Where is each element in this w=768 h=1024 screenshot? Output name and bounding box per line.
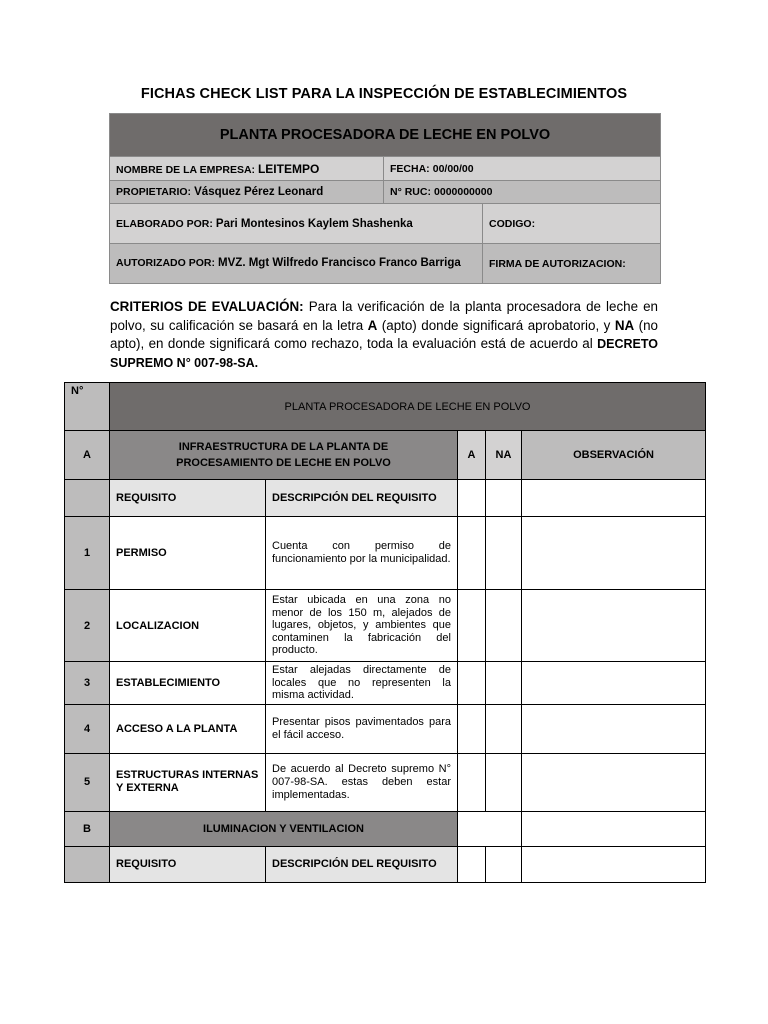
section-a-letter: A	[65, 431, 110, 480]
descripcion-header: DESCRIPCIÓN DEL REQUISITO	[266, 846, 458, 882]
requisito-header: REQUISITO	[110, 846, 266, 882]
row-requisito: ESTRUCTURAS INTERNAS Y EXTERNA	[110, 753, 266, 811]
row-number: 3	[65, 662, 110, 705]
no-apto-cell[interactable]	[486, 704, 522, 753]
no-apto-cell[interactable]	[486, 662, 522, 705]
row-descripcion: Presentar pisos pavimentados para el fácil acceso.	[266, 704, 458, 753]
table-row	[65, 662, 706, 705]
table-row	[65, 517, 706, 590]
ruc-value: 0000000000	[434, 186, 493, 198]
section-b-rating-cell[interactable]	[458, 811, 522, 846]
no-apto-cell[interactable]	[486, 846, 522, 882]
row-requisito: ESTABLECIMIENTO	[110, 662, 266, 705]
propietario-label: PROPIETARIO:	[116, 186, 192, 198]
empresa-label: NOMBRE DE LA EMPRESA	[116, 163, 252, 176]
document-title: FICHAS CHECK LIST PARA LA INSPECCIÓN DE ESTABLECIMIENTOS	[140, 86, 628, 102]
criteria-no-apto-letters: NA	[614, 317, 635, 333]
no-apto-cell[interactable]	[486, 590, 522, 662]
elaborado-cell	[110, 204, 483, 244]
checklist-banner: PLANTA PROCESADORA DE LECHE EN POLVO	[110, 383, 706, 431]
empresa-cell: NOMBRE DE LA EMPRESA: LEITEMPO	[110, 157, 384, 181]
table-row	[65, 590, 706, 662]
row-requisito: ACCESO A LA PLANTA	[110, 704, 266, 753]
apto-cell[interactable]	[458, 590, 486, 662]
evaluation-criteria-paragraph	[110, 298, 658, 372]
row-requisito: PERMISO	[110, 517, 266, 590]
apto-cell[interactable]	[458, 480, 486, 517]
fecha-label: FECHA:	[390, 162, 430, 175]
apto-cell[interactable]	[458, 753, 486, 811]
criteria-apto-letter: A	[367, 317, 378, 333]
section-b-observacion-cell[interactable]	[522, 811, 706, 846]
autorizado-cell	[110, 244, 483, 284]
inspection-checklist-table	[64, 382, 706, 883]
apto-cell[interactable]	[458, 517, 486, 590]
row-descripcion: De acuerdo al Decreto supremo N° 007-98-SA. estas deben estar implementadas.	[266, 753, 458, 811]
codigo-cell	[483, 204, 661, 244]
firma-label: FIRMA DE AUTORIZACION:	[489, 257, 626, 270]
no-apto-cell[interactable]	[486, 517, 522, 590]
criteria-decree: DECRETO SUPREMO N° 007-98-SA.	[110, 337, 658, 370]
observacion-cell[interactable]	[522, 517, 706, 590]
firma-cell	[483, 244, 661, 284]
propietario-cell	[110, 181, 384, 204]
section-b-letter: B	[65, 811, 110, 846]
no-apto-cell[interactable]	[486, 480, 522, 517]
col-no-apto-header: NA	[486, 431, 522, 480]
row-number: 5	[65, 753, 110, 811]
row-number: 4	[65, 704, 110, 753]
criteria-lead: CRITERIOS DE EVALUACIÓN:	[110, 299, 304, 314]
autorizado-label: AUTORIZADO POR:	[116, 257, 215, 269]
row-descripcion: Estar alejadas directamente de locales que no representen la misma actividad.	[266, 662, 458, 705]
observacion-cell[interactable]	[522, 846, 706, 882]
observacion-cell[interactable]	[522, 662, 706, 705]
row-descripcion: Estar ubicada en una zona no menor de los 150 m, alejados de lugares, objetos, y ambientes que contaminen la fabricación del producto.	[266, 590, 458, 662]
row-number: 1	[65, 517, 110, 590]
autorizado-value: MVZ. Mgt Wilfredo Francisco Franco Barriga	[218, 257, 461, 269]
apto-cell[interactable]	[458, 846, 486, 882]
row-requisito: LOCALIZACION	[110, 590, 266, 662]
ruc-cell	[384, 181, 661, 204]
section-a-title: INFRAESTRUCTURA DE LA PLANTA DE PROCESAMIENTO DE LECHE EN POLVO	[110, 431, 458, 480]
no-apto-cell[interactable]	[486, 753, 522, 811]
elaborado-label: ELABORADO POR:	[116, 217, 213, 230]
observacion-cell[interactable]	[522, 480, 706, 517]
fecha-value: 00/00/00	[432, 162, 474, 175]
requisito-header: REQUISITO	[110, 480, 266, 517]
ruc-label: N° RUC:	[390, 186, 431, 198]
criteria-text-3: (no apto), en donde significará como rechazo, toda la evaluación está de acuerdo al	[110, 317, 659, 352]
criteria-text-1: Para la verificación de la planta procesadora de leche en polvo, su calificación se basará en la letra	[110, 299, 658, 333]
info-banner: PLANTA PROCESADORA DE LECHE EN POLVO	[110, 114, 661, 157]
subheader-number-cell	[65, 846, 110, 882]
row-descripcion: Cuenta con permiso de funcionamiento por la municipalidad.	[266, 517, 458, 590]
apto-cell[interactable]	[458, 662, 486, 705]
propietario-value: Vásquez Pérez Leonard	[194, 186, 324, 198]
fecha-cell	[384, 157, 661, 181]
codigo-label: CODIGO:	[489, 217, 536, 230]
section-b-title: ILUMINACION Y VENTILACION	[110, 811, 458, 846]
col-observacion-header: OBSERVACIÓN	[522, 431, 706, 480]
col-apto-header: A	[458, 431, 486, 480]
empresa-value: LEITEMPO	[257, 161, 320, 176]
table-row	[65, 704, 706, 753]
number-header: N°	[65, 383, 110, 431]
observacion-cell[interactable]	[522, 704, 706, 753]
apto-cell[interactable]	[458, 704, 486, 753]
descripcion-header: DESCRIPCIÓN DEL REQUISITO	[266, 480, 458, 517]
observacion-cell[interactable]	[522, 590, 706, 662]
row-number: 2	[65, 590, 110, 662]
criteria-text-2: (apto) donde significará aprobatorio, y	[377, 317, 615, 333]
observacion-cell[interactable]	[522, 753, 706, 811]
elaborado-value: Pari Montesinos Kaylem Shashenka	[215, 217, 413, 230]
table-row	[65, 753, 706, 811]
subheader-number-cell	[65, 480, 110, 517]
establishment-info-table	[109, 113, 661, 284]
